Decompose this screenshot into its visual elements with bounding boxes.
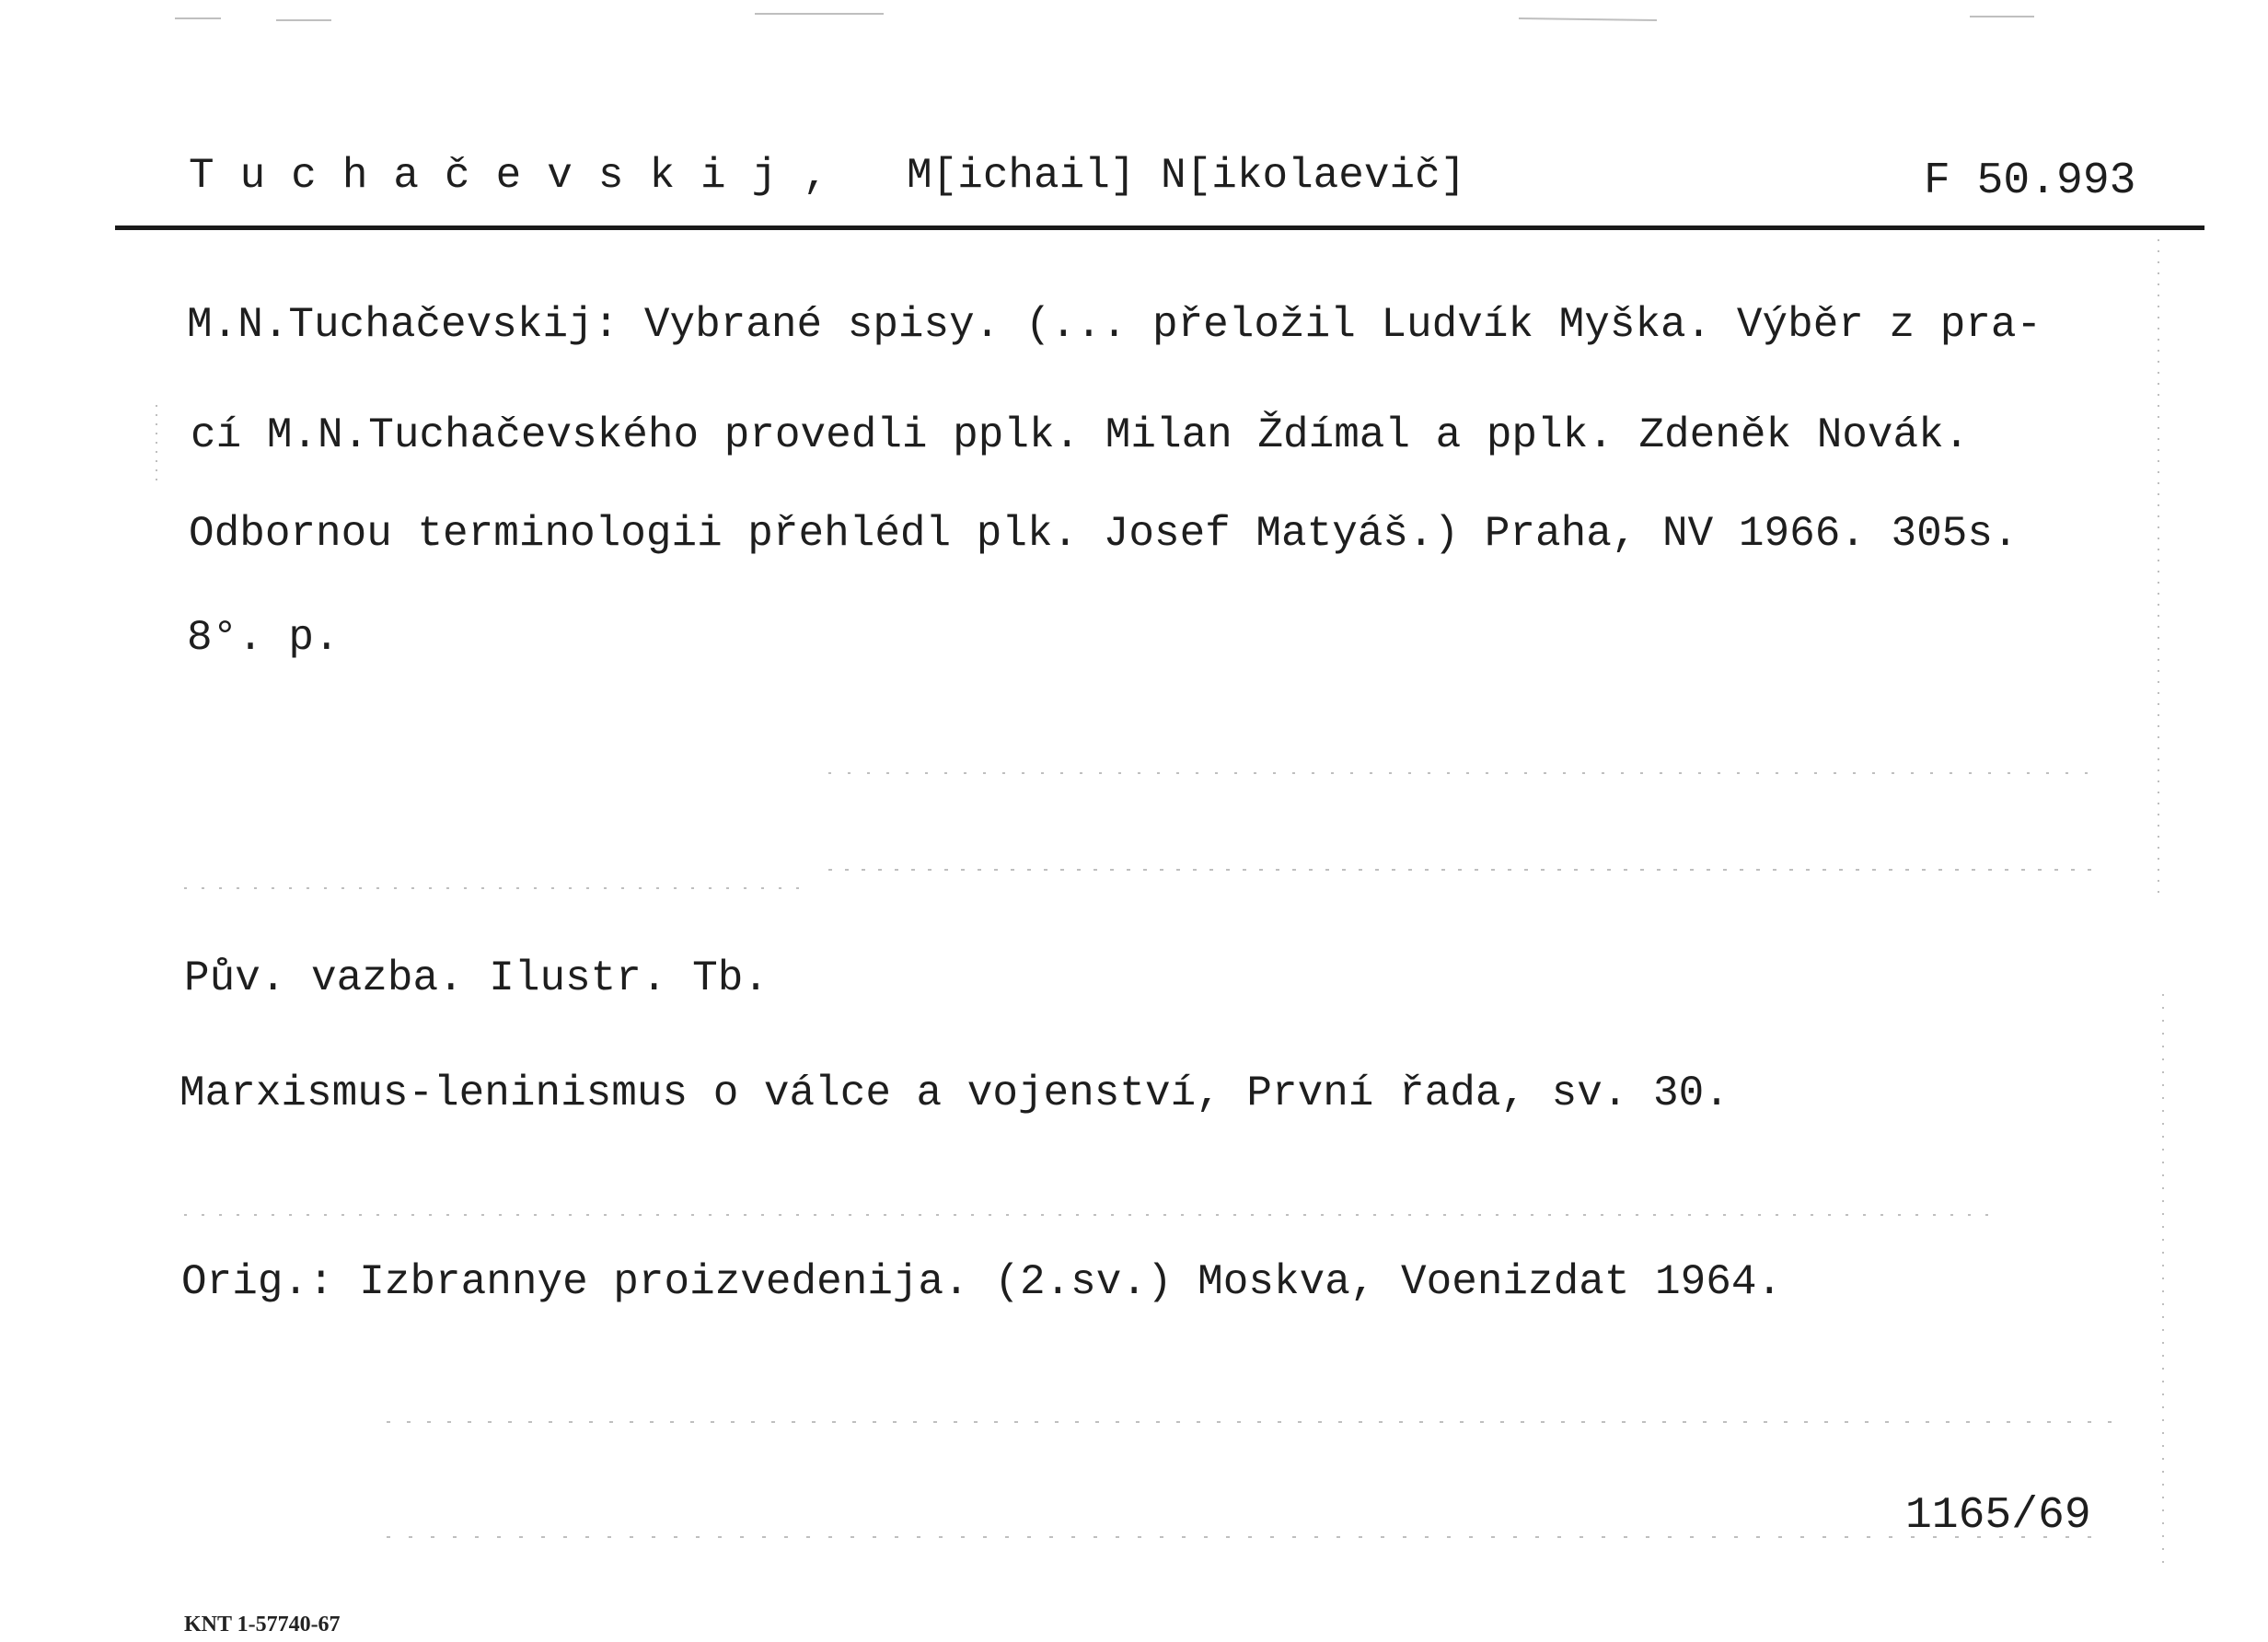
heading-author: Tuchačevskij, [189, 152, 854, 200]
binding-note: Pův. vazba. Ilustr. Tb. [184, 954, 769, 1002]
original-title-note: Orig.: Izbrannye proizvedenija. (2.sv.) Moskva, Voenizdat 1964. [181, 1258, 1783, 1306]
shelfmark: F 50.993 [1924, 156, 2136, 206]
description-line-1: M.N.Tuchačevskij: Vybrané spisy. (... přeložil Ludvík Myška. Výběr z pra- [187, 301, 2042, 349]
description-line-4: 8°. p. [187, 614, 340, 662]
heading-given-names: M[ichail] N[ikolaevič] [907, 152, 1466, 200]
description-line-2: cí M.N.Tuchačevského provedli pplk. Milan Ždímal a pplk. Zdeněk Novák. [191, 411, 1970, 459]
accession-number: 1165/69 [1905, 1491, 2091, 1541]
footer-code: KNT 1-57740-67 [184, 1613, 341, 1636]
description-line-3: Odbornou terminologii přehlédl plk. Josef Matyáš.) Praha, NV 1966. 305s. [189, 510, 2019, 558]
series-note: Marxismus-leninismus o válce a vojenství, První řada, sv. 30. [179, 1070, 1730, 1117]
heading-rule [115, 225, 2204, 230]
